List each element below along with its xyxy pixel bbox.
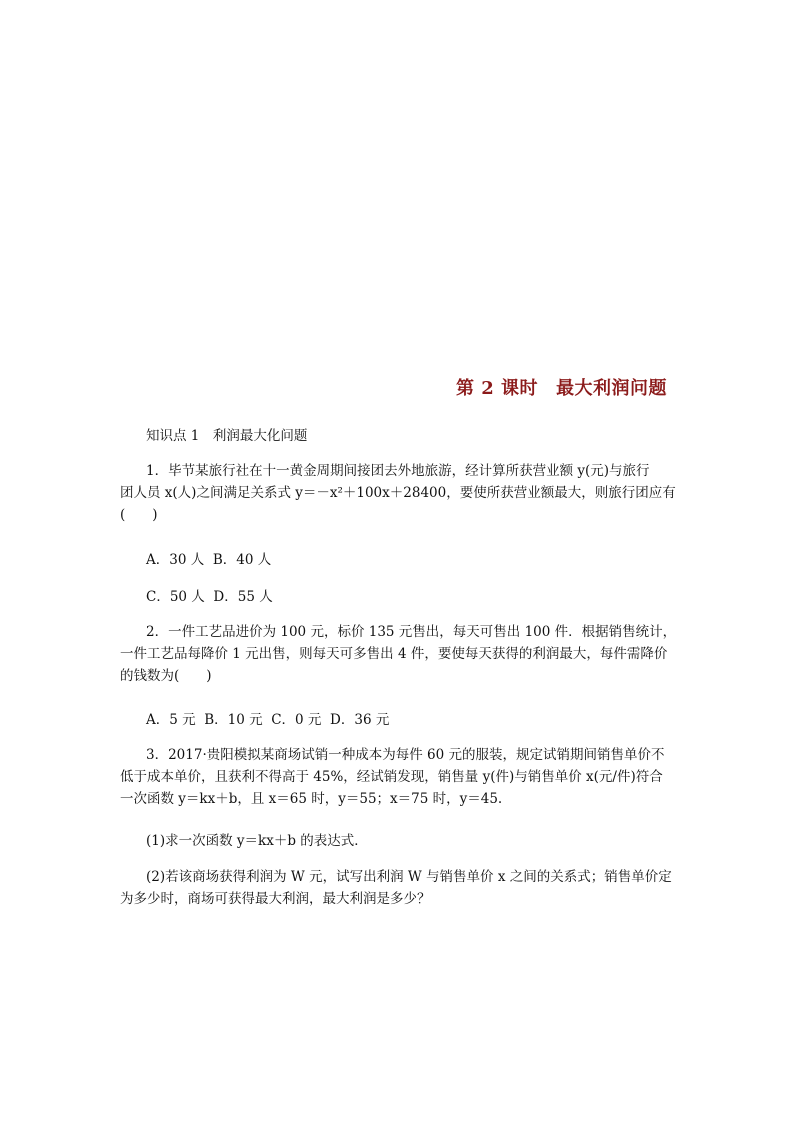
knowledge-point-heading: 知识点 1 利润最大化问题: [146, 428, 308, 444]
question-1-options-row-1: [146, 548, 271, 568]
question-3-part-1: [120, 830, 680, 852]
question-2-line-3: 的钱数为( ): [120, 668, 212, 684]
question-1-line-3: ( ): [120, 507, 158, 523]
question-3-part-2: [120, 866, 680, 910]
question-2-line-2: 一件工艺品每降价 1 元出售，则每天可多售出 4 件，要使每天获得的利润最大，每件需降价: [120, 646, 668, 662]
option-d: D．55 人: [213, 589, 273, 605]
lesson-number: 第 2 课时: [456, 378, 539, 399]
question-1-line-1: 1．毕节某旅行社在十一黄金周期间接团去外地旅游，经计算所获营业额 y(元)与旅行: [146, 463, 650, 479]
question-3: [120, 744, 680, 810]
option-a: A．5 元: [146, 712, 196, 728]
option-c: C．50 人: [146, 589, 205, 605]
option-b: B．40 人: [212, 552, 272, 568]
question-1: [120, 460, 680, 526]
question-3-line-1: 3．2017·贵阳模拟某商场试销一种成本为每件 60 元的服装，规定试销期间销售单价不: [146, 747, 665, 763]
question-2: [120, 621, 680, 687]
question-3-part-2-line-1: (2)若该商场获得利润为 W 元，试写出利润 W 与销售单价 x 之间的关系式；销售单价定: [146, 869, 672, 885]
question-3-line-3: 一次函数 y＝kx＋b，且 x＝65 时，y＝55；x＝75 时，y＝45.: [120, 791, 503, 807]
lesson-topic: 最大利润问题: [556, 378, 668, 399]
page-title: [456, 374, 667, 400]
question-1-line-2: 团人员 x(人)之间满足关系式 y＝－x²＋100x＋28400，要使所获营业额最大，则旅行团应有: [120, 485, 676, 501]
option-a: A．30 人: [146, 552, 205, 568]
question-2-options: [146, 708, 389, 728]
question-3-part-2-line-2: 为多少时，商场可获得最大利润，最大利润是多少？: [120, 891, 431, 907]
option-d: D．36 元: [330, 712, 390, 728]
question-3-part-1-text: (1)求一次函数 y＝kx＋b 的表达式．: [146, 833, 368, 849]
question-2-line-1: 2．一件工艺品进价为 100 元，标价 135 元售出，每天可售出 100 件．根据销售统计，: [146, 624, 677, 640]
question-1-options-row-2: [146, 585, 273, 605]
option-b: B．10 元: [204, 712, 263, 728]
option-c: C．0 元: [271, 712, 322, 728]
question-3-line-2: 低于成本单价，且获利不得高于 45%，经试销发现，销售量 y(件)与销售单价 x(元/件)符合: [120, 769, 663, 785]
